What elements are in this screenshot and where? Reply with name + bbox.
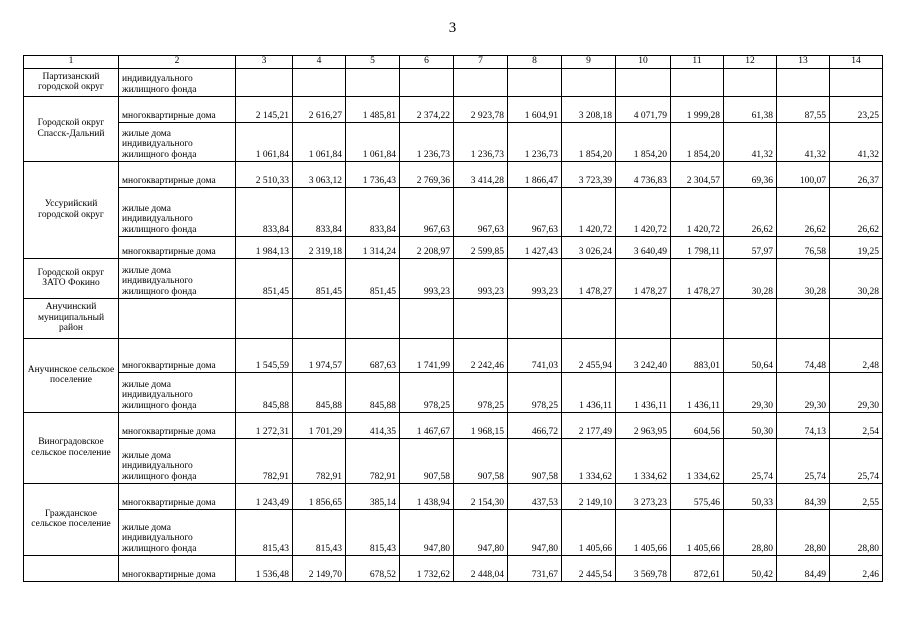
value-cell: 2 769,36 — [400, 162, 454, 188]
municipality-name: Анучинский муниципальный район — [24, 299, 119, 339]
value-cell: 872,61 — [671, 556, 724, 582]
value-cell: 2 149,70 — [293, 556, 346, 582]
value-cell: 84,39 — [777, 484, 830, 510]
municipality-name: Городской округ Спасск-Дальний — [24, 97, 119, 162]
value-cell: 833,84 — [293, 188, 346, 237]
value-cell: 41,32 — [830, 123, 883, 162]
value-cell: 1 334,62 — [616, 439, 671, 484]
housing-type: многоквартирные дома — [119, 484, 236, 510]
value-cell: 2 208,97 — [400, 237, 454, 259]
value-cell: 2 963,95 — [616, 413, 671, 439]
value-cell: 3 208,18 — [562, 97, 616, 123]
value-cell — [616, 299, 671, 339]
value-cell: 1 405,66 — [671, 510, 724, 556]
value-cell: 3 273,23 — [616, 484, 671, 510]
value-cell: 100,07 — [777, 162, 830, 188]
value-cell: 1 485,81 — [346, 97, 400, 123]
value-cell: 74,48 — [777, 339, 830, 373]
tariff-table — [23, 55, 883, 582]
value-cell: 466,72 — [508, 413, 562, 439]
value-cell — [454, 299, 508, 339]
value-cell — [562, 69, 616, 97]
value-cell: 1 420,72 — [616, 188, 671, 237]
value-cell: 1 427,43 — [508, 237, 562, 259]
value-cell — [236, 69, 293, 97]
value-cell: 1 436,11 — [562, 373, 616, 413]
value-cell: 782,91 — [346, 439, 400, 484]
value-cell: 87,55 — [777, 97, 830, 123]
column-number-header: 1 — [24, 56, 119, 69]
housing-type: жилые дома индивидуального жилищного фонда — [119, 188, 236, 237]
value-cell: 84,49 — [777, 556, 830, 582]
value-cell: 25,74 — [724, 439, 777, 484]
table-row — [24, 299, 883, 339]
housing-type: жилые дома индивидуального жилищного фонда — [119, 373, 236, 413]
value-cell: 815,43 — [236, 510, 293, 556]
value-cell: 1 854,20 — [616, 123, 671, 162]
value-cell: 2 154,30 — [454, 484, 508, 510]
value-cell — [724, 69, 777, 97]
value-cell — [777, 69, 830, 97]
value-cell: 4 071,79 — [616, 97, 671, 123]
housing-type: многоквартирные дома — [119, 556, 236, 582]
value-cell: 993,23 — [400, 259, 454, 299]
value-cell: 3 723,39 — [562, 162, 616, 188]
value-cell — [830, 299, 883, 339]
column-number-header: 12 — [724, 56, 777, 69]
value-cell: 1 478,27 — [671, 259, 724, 299]
value-cell — [454, 69, 508, 97]
value-cell: 2 177,49 — [562, 413, 616, 439]
value-cell: 967,63 — [454, 188, 508, 237]
value-cell: 2 145,21 — [236, 97, 293, 123]
value-cell: 993,23 — [454, 259, 508, 299]
value-cell: 1 314,24 — [346, 237, 400, 259]
column-number-header: 5 — [346, 56, 400, 69]
table-body — [24, 56, 883, 582]
value-cell: 851,45 — [236, 259, 293, 299]
value-cell: 26,62 — [830, 188, 883, 237]
table-row — [24, 339, 883, 373]
value-cell: 1 604,91 — [508, 97, 562, 123]
value-cell: 2 319,18 — [293, 237, 346, 259]
column-number-header: 8 — [508, 56, 562, 69]
header-row — [24, 56, 883, 69]
table-row — [24, 439, 883, 484]
column-number-header: 2 — [119, 56, 236, 69]
municipality-name: Городской округ ЗАТО Фокино — [24, 259, 119, 299]
table-row — [24, 237, 883, 259]
value-cell — [508, 69, 562, 97]
value-cell: 851,45 — [293, 259, 346, 299]
value-cell: 29,30 — [724, 373, 777, 413]
value-cell: 1 420,72 — [671, 188, 724, 237]
value-cell: 1 478,27 — [562, 259, 616, 299]
value-cell: 967,63 — [400, 188, 454, 237]
value-cell: 1 736,43 — [346, 162, 400, 188]
housing-type: жилые дома индивидуального жилищного фонда — [119, 510, 236, 556]
value-cell: 1 854,20 — [671, 123, 724, 162]
value-cell: 385,14 — [346, 484, 400, 510]
table-row — [24, 188, 883, 237]
value-cell: 1 478,27 — [616, 259, 671, 299]
value-cell: 50,42 — [724, 556, 777, 582]
value-cell: 50,64 — [724, 339, 777, 373]
value-cell: 2,54 — [830, 413, 883, 439]
housing-type: многоквартирные дома — [119, 237, 236, 259]
value-cell: 1 061,84 — [236, 123, 293, 162]
value-cell: 61,38 — [724, 97, 777, 123]
value-cell: 74,13 — [777, 413, 830, 439]
value-cell: 687,63 — [346, 339, 400, 373]
table-row — [24, 510, 883, 556]
value-cell: 30,28 — [724, 259, 777, 299]
value-cell: 1 968,15 — [454, 413, 508, 439]
value-cell: 1 420,72 — [562, 188, 616, 237]
value-cell: 1 272,31 — [236, 413, 293, 439]
value-cell: 50,33 — [724, 484, 777, 510]
value-cell: 845,88 — [236, 373, 293, 413]
municipality-name: Виноградовское сельское поселение — [24, 413, 119, 484]
value-cell: 1 856,65 — [293, 484, 346, 510]
value-cell: 1 236,73 — [400, 123, 454, 162]
value-cell: 1 701,29 — [293, 413, 346, 439]
value-cell: 1 334,62 — [562, 439, 616, 484]
value-cell: 1 436,11 — [616, 373, 671, 413]
column-number-header: 10 — [616, 56, 671, 69]
value-cell: 1 438,94 — [400, 484, 454, 510]
value-cell — [508, 299, 562, 339]
value-cell: 57,97 — [724, 237, 777, 259]
column-number-header: 7 — [454, 56, 508, 69]
value-cell: 967,63 — [508, 188, 562, 237]
housing-type: многоквартирные дома — [119, 413, 236, 439]
value-cell: 845,88 — [293, 373, 346, 413]
value-cell: 883,01 — [671, 339, 724, 373]
value-cell: 1 741,99 — [400, 339, 454, 373]
column-number-header: 6 — [400, 56, 454, 69]
value-cell: 1 798,11 — [671, 237, 724, 259]
value-cell: 1 061,84 — [293, 123, 346, 162]
value-cell: 41,32 — [724, 123, 777, 162]
value-cell — [777, 299, 830, 339]
housing-type: жилые дома индивидуального жилищного фонда — [119, 123, 236, 162]
value-cell: 1 334,62 — [671, 439, 724, 484]
municipality-name: Партизанский городской округ — [24, 69, 119, 97]
value-cell: 947,80 — [508, 510, 562, 556]
value-cell: 69,36 — [724, 162, 777, 188]
value-cell: 50,30 — [724, 413, 777, 439]
value-cell: 437,53 — [508, 484, 562, 510]
value-cell: 28,80 — [724, 510, 777, 556]
value-cell — [616, 69, 671, 97]
value-cell: 2,46 — [830, 556, 883, 582]
column-number-header: 4 — [293, 56, 346, 69]
value-cell: 1 545,59 — [236, 339, 293, 373]
value-cell: 1 061,84 — [346, 123, 400, 162]
value-cell: 2 923,78 — [454, 97, 508, 123]
value-cell: 3 414,28 — [454, 162, 508, 188]
value-cell — [346, 299, 400, 339]
value-cell: 30,28 — [830, 259, 883, 299]
column-number-header: 3 — [236, 56, 293, 69]
table-row — [24, 162, 883, 188]
municipality-name — [24, 556, 119, 582]
value-cell: 2 455,94 — [562, 339, 616, 373]
value-cell: 907,58 — [454, 439, 508, 484]
table-row — [24, 259, 883, 299]
value-cell — [400, 69, 454, 97]
table-row — [24, 123, 883, 162]
value-cell: 947,80 — [454, 510, 508, 556]
column-number-header: 14 — [830, 56, 883, 69]
value-cell: 1 243,49 — [236, 484, 293, 510]
value-cell: 29,30 — [777, 373, 830, 413]
value-cell: 3 569,78 — [616, 556, 671, 582]
value-cell: 1 236,73 — [508, 123, 562, 162]
housing-type: многоквартирные дома — [119, 162, 236, 188]
column-number-header: 13 — [777, 56, 830, 69]
value-cell — [562, 299, 616, 339]
value-cell: 845,88 — [346, 373, 400, 413]
value-cell: 2 448,04 — [454, 556, 508, 582]
value-cell: 26,37 — [830, 162, 883, 188]
value-cell: 28,80 — [830, 510, 883, 556]
value-cell: 851,45 — [346, 259, 400, 299]
value-cell: 741,03 — [508, 339, 562, 373]
value-cell: 1 536,48 — [236, 556, 293, 582]
value-cell: 575,46 — [671, 484, 724, 510]
value-cell: 678,52 — [346, 556, 400, 582]
value-cell: 2 599,85 — [454, 237, 508, 259]
value-cell: 2 242,46 — [454, 339, 508, 373]
value-cell: 1 236,73 — [454, 123, 508, 162]
value-cell: 1 974,57 — [293, 339, 346, 373]
value-cell: 978,25 — [454, 373, 508, 413]
table-row — [24, 556, 883, 582]
municipality-name: Анучинское сельское поселение — [24, 339, 119, 413]
value-cell: 28,80 — [777, 510, 830, 556]
value-cell: 1 436,11 — [671, 373, 724, 413]
value-cell — [671, 299, 724, 339]
value-cell: 2 374,22 — [400, 97, 454, 123]
value-cell: 4 736,83 — [616, 162, 671, 188]
value-cell: 26,62 — [724, 188, 777, 237]
value-cell: 782,91 — [236, 439, 293, 484]
value-cell: 3 026,24 — [562, 237, 616, 259]
value-cell: 1 866,47 — [508, 162, 562, 188]
value-cell: 1 999,28 — [671, 97, 724, 123]
table-row — [24, 484, 883, 510]
value-cell: 978,25 — [400, 373, 454, 413]
value-cell: 3 063,12 — [293, 162, 346, 188]
value-cell: 2 510,33 — [236, 162, 293, 188]
value-cell — [293, 69, 346, 97]
value-cell: 2,55 — [830, 484, 883, 510]
housing-type — [119, 299, 236, 339]
value-cell: 907,58 — [400, 439, 454, 484]
value-cell: 414,35 — [346, 413, 400, 439]
value-cell: 30,28 — [777, 259, 830, 299]
value-cell: 29,30 — [830, 373, 883, 413]
municipality-name: Гражданское сельское поселение — [24, 484, 119, 556]
value-cell: 26,62 — [777, 188, 830, 237]
value-cell — [236, 299, 293, 339]
value-cell: 76,58 — [777, 237, 830, 259]
value-cell: 947,80 — [400, 510, 454, 556]
value-cell: 1 732,62 — [400, 556, 454, 582]
value-cell: 23,25 — [830, 97, 883, 123]
value-cell: 1 405,66 — [616, 510, 671, 556]
value-cell: 604,56 — [671, 413, 724, 439]
housing-type: жилые дома индивидуального жилищного фонда — [119, 259, 236, 299]
value-cell — [293, 299, 346, 339]
value-cell: 2 445,54 — [562, 556, 616, 582]
value-cell: 1 405,66 — [562, 510, 616, 556]
value-cell — [400, 299, 454, 339]
value-cell: 2 616,27 — [293, 97, 346, 123]
column-number-header: 9 — [562, 56, 616, 69]
value-cell: 41,32 — [777, 123, 830, 162]
value-cell: 3 640,49 — [616, 237, 671, 259]
value-cell: 1 984,13 — [236, 237, 293, 259]
value-cell: 1 467,67 — [400, 413, 454, 439]
value-cell — [346, 69, 400, 97]
value-cell: 2,48 — [830, 339, 883, 373]
housing-type: индивидуального жилищного фонда — [119, 69, 236, 97]
value-cell: 25,74 — [830, 439, 883, 484]
value-cell: 907,58 — [508, 439, 562, 484]
value-cell: 993,23 — [508, 259, 562, 299]
value-cell: 815,43 — [293, 510, 346, 556]
value-cell: 815,43 — [346, 510, 400, 556]
value-cell: 833,84 — [236, 188, 293, 237]
value-cell: 2 304,57 — [671, 162, 724, 188]
value-cell: 782,91 — [293, 439, 346, 484]
value-cell: 833,84 — [346, 188, 400, 237]
page-number: 3 — [448, 20, 457, 36]
value-cell: 731,67 — [508, 556, 562, 582]
value-cell: 3 242,40 — [616, 339, 671, 373]
column-number-header: 11 — [671, 56, 724, 69]
value-cell: 978,25 — [508, 373, 562, 413]
municipality-name: Уссурийский городской округ — [24, 162, 119, 259]
value-cell: 2 149,10 — [562, 484, 616, 510]
housing-type: многоквартирные дома — [119, 97, 236, 123]
value-cell — [724, 299, 777, 339]
table-row — [24, 97, 883, 123]
housing-type: жилые дома индивидуального жилищного фонда — [119, 439, 236, 484]
value-cell — [830, 69, 883, 97]
table-row — [24, 69, 883, 97]
value-cell — [671, 69, 724, 97]
value-cell: 19,25 — [830, 237, 883, 259]
value-cell: 25,74 — [777, 439, 830, 484]
value-cell: 1 854,20 — [562, 123, 616, 162]
table-row — [24, 413, 883, 439]
table-row — [24, 373, 883, 413]
housing-type: многоквартирные дома — [119, 339, 236, 373]
